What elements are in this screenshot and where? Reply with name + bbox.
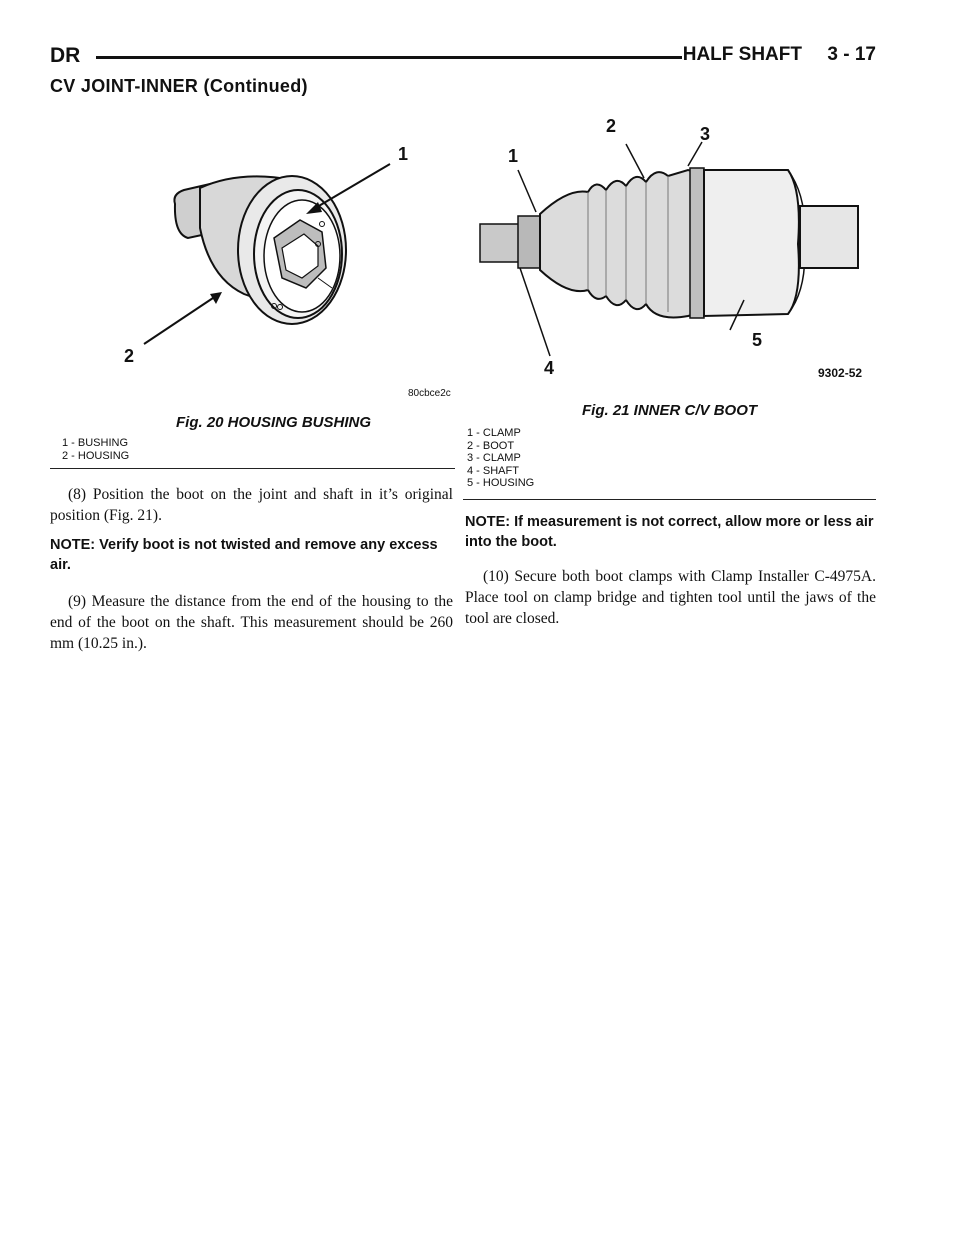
figure-inner-cv-boot	[478, 108, 874, 390]
page-header	[50, 44, 876, 78]
callout-number: 1	[398, 144, 409, 164]
header-page-number: 3 - 17	[827, 44, 876, 65]
figure-caption: Fig. 20 HOUSING BUSHING	[176, 414, 372, 431]
callout-number: 2	[606, 116, 617, 136]
header-model-code: DR	[50, 44, 81, 67]
figure-legend	[467, 427, 534, 490]
figure-legend	[62, 437, 129, 462]
callout-number: 3	[700, 124, 711, 144]
figure-rule	[50, 468, 455, 469]
legend-item: 1 - CLAMP	[467, 427, 521, 439]
header-section-title: HALF SHAFT	[682, 44, 802, 65]
figure-code: 80cbce2c	[408, 388, 451, 399]
note-verify-boot: NOTE: Verify boot is not twisted and remove any excess air.	[50, 537, 438, 573]
callout-number: 2	[124, 346, 135, 366]
step-10-text: (10) Secure both boot clamps with Clamp Installer C-4975A. Place tool on clamp bridge and tighten tool until the jaws of the tool are closed.	[465, 568, 876, 627]
step-8-text: (8) Position the boot on the joint and shaft in it’s original position (Fig. 21).	[50, 486, 453, 524]
legend-item: 5 - HOUSING	[467, 477, 535, 489]
figure-rule	[463, 499, 876, 500]
callout-number: 1	[508, 146, 519, 166]
legend-item: 2 - BOOT	[467, 439, 515, 452]
legend-item: 3 - CLAMP	[467, 452, 521, 464]
inner-cv-boot-illustration	[478, 108, 874, 390]
figure-code: 9302-52	[818, 366, 863, 380]
note-measurement: NOTE: If measurement is not correct, allow more or less air into the boot.	[465, 514, 874, 550]
header-rule	[96, 56, 682, 59]
legend-item: 1 - BUSHING	[62, 437, 129, 449]
figure-housing-bushing	[60, 128, 460, 410]
section-title: CV JOINT-INNER (Continued)	[50, 76, 308, 96]
legend-item: 2 - HOUSING	[62, 449, 130, 462]
callout-number: 5	[752, 330, 763, 350]
callout-number: 4	[544, 358, 555, 378]
figure-caption: Fig. 21 INNER C/V BOOT	[582, 402, 758, 419]
step-9-text: (9) Measure the distance from the end of the housing to the end of the boot on the shaft. This measurement should be 260 mm (10.25 in.).	[50, 593, 453, 652]
housing-bushing-illustration	[60, 128, 460, 410]
legend-item: 4 - SHAFT	[467, 464, 519, 477]
